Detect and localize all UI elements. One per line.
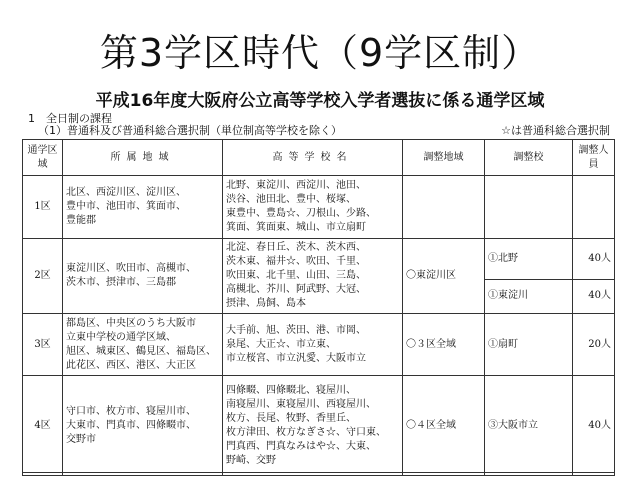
page-title: 第3学区時代（9学区制） — [99, 31, 541, 75]
header-area: 所属地域 — [63, 140, 223, 176]
adjust-area-cell: 〇４区全域 — [403, 376, 485, 476]
school-district-table — [22, 139, 615, 476]
schools-cell: 四條畷、四條畷北、寝屋川、 南寝屋川、東寝屋川、西寝屋川、 枚方、長尾、牧野、香里丘、 枚方津田、枚方なぎさ☆、守口東、 門真西、門真なみはや☆、大東、 野崎、交野 — [223, 376, 403, 476]
area-cell: 都島区、中央区のうち大阪市 立東中学校の通学区域、 旭区、城東区、鶴見区、福島区、 此花区、西区、港区、大正区 — [63, 314, 223, 376]
district-cell: 3区 — [23, 314, 63, 376]
schools-cell: 北淀、春日丘、茨木、茨木西、 茨木東、福井☆、吹田、千里、 吹田東、北千里、山田、三島、 高槻北、芥川、阿武野、大冠、 摂津、鳥飼、島本 — [223, 239, 403, 314]
adjust-area-cell — [403, 176, 485, 239]
document-subtitle: 平成16年度大阪府公立高等学校入学者選抜に係る通学区域 — [95, 91, 545, 111]
header-district: 通学区域 — [23, 140, 63, 176]
adjust-count-cell: 40人 — [573, 279, 615, 313]
adjust-school-cell: ①扇町 — [485, 314, 573, 376]
adjust-area-cell: 〇東淀川区 — [403, 239, 485, 314]
table-row — [23, 376, 615, 476]
adjust-school-cell — [485, 176, 573, 239]
adjust-count-cell — [573, 176, 615, 239]
adjust-school-cell: ①北野 — [485, 239, 573, 280]
area-cell: 北区、西淀川区、淀川区、 豊中市、池田市、箕面市、 豊能郡 — [63, 176, 223, 239]
section-heading: 1 全日制の課程 — [28, 112, 112, 125]
schools-cell: 大手前、旭、茨田、港、市岡、 泉尾、大正☆、市立東、 市立桜宮、市立汎愛、大阪市立 — [223, 314, 403, 376]
area-cell: 東淀川区、吹田市、高槻市、 茨木市、摂津市、三島郡 — [63, 239, 223, 314]
adjust-count-cell: 40人 — [573, 376, 615, 476]
header-schools: 高等学校名 — [223, 140, 403, 176]
legend-note: ☆は普通科総合選択制 — [501, 124, 610, 137]
adjust-count-cell: 20人 — [573, 314, 615, 376]
header-adjust-school: 調整校 — [485, 140, 573, 176]
adjust-area-cell: 〇３区全域 — [403, 314, 485, 376]
adjust-school-cell: ①東淀川 — [485, 279, 573, 313]
table-header-row — [23, 140, 615, 176]
table-row — [23, 239, 615, 280]
header-adjust-count: 調整人員 — [573, 140, 615, 176]
adjust-count-cell: 40人 — [573, 239, 615, 280]
adjust-school-cell: ③大阪市立 — [485, 376, 573, 476]
table-row — [23, 314, 615, 376]
subsection-heading: （1）普通科及び普通科総合選択制（単位制高等学校を除く） — [38, 124, 342, 137]
district-cell: 2区 — [23, 239, 63, 314]
header-adjust-area: 調整地域 — [403, 140, 485, 176]
area-cell: 守口市、枚方市、寝屋川市、 大東市、門真市、四條畷市、 交野市 — [63, 376, 223, 476]
district-cell: 1区 — [23, 176, 63, 239]
schools-cell: 北野、東淀川、西淀川、池田、 渋谷、池田北、豊中、桜塚、 東豊中、豊島☆、刀根山、少路、 箕面、箕面東、城山、市立扇町 — [223, 176, 403, 239]
district-cell: 4区 — [23, 376, 63, 476]
table-row — [23, 176, 615, 239]
